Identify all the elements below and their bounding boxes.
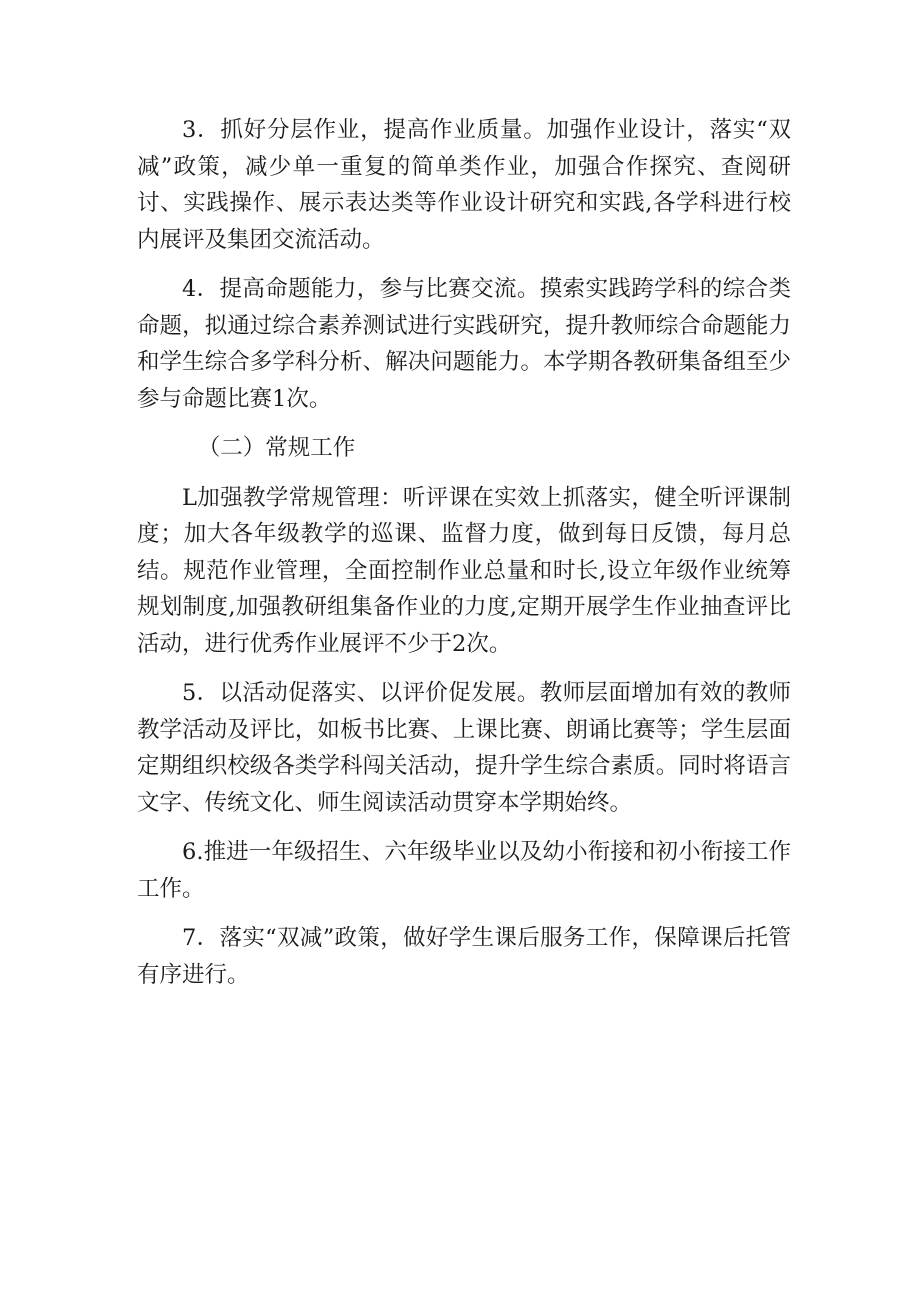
paragraph-7-after-school: 7．落实“双减”政策，做好学生课后服务工作，保障课后托管有序进行。 — [137, 925, 791, 988]
paragraph-5-activities: 5．以活动促落实、以评价促发展。教师层面增加有效的教师教学活动及评比，如板书比赛、上课比赛、朗诵比赛等；学生层面定期组织校级各类学科闯关活动，提升学生综合素质。同时将语言文字、传统文化、师生阅读活动贯穿本学期始终。 — [137, 680, 791, 816]
section-heading-routine-work: （二）常规工作 — [197, 435, 356, 461]
document-body — [137, 112, 791, 1006]
paragraph-1-teaching-routine: L加强教学常规管理：听评课在实效上抓落实，健全听评课制度；加大各年级教学的巡课、监督力度，做到每日反馈，每月总结。规范作业管理，全面控制作业总量和时长,设立年级作业统筹规划制度,加强教研组集备作业的力度,定期开展学生作业抽查评比活动，进行优秀作业展评不少于2次。 — [137, 484, 791, 657]
paragraph-6-enrollment: 6.推进一年级招生、六年级毕业以及幼小衔接和初小衔接工作工作。 — [137, 839, 791, 902]
paragraph-3-layered-homework: 3．抓好分层作业，提高作业质量。加强作业设计，落实“双减”政策，减少单一重复的简单类作业，加强合作探究、查阅研讨、实践操作、展示表达类等作业设计研究和实践,各学科进行校内展评及集团交流活动。 — [137, 117, 791, 253]
paragraph-4-proposition-ability: 4．提高命题能力，参与比赛交流。摸索实践跨学科的综合类命题，拟通过综合素养测试进行实践研究，提升教师综合命题能力和学生综合多学科分析、解决问题能力。本学期各教研集备组至少参与命题比赛1次。 — [137, 276, 791, 412]
